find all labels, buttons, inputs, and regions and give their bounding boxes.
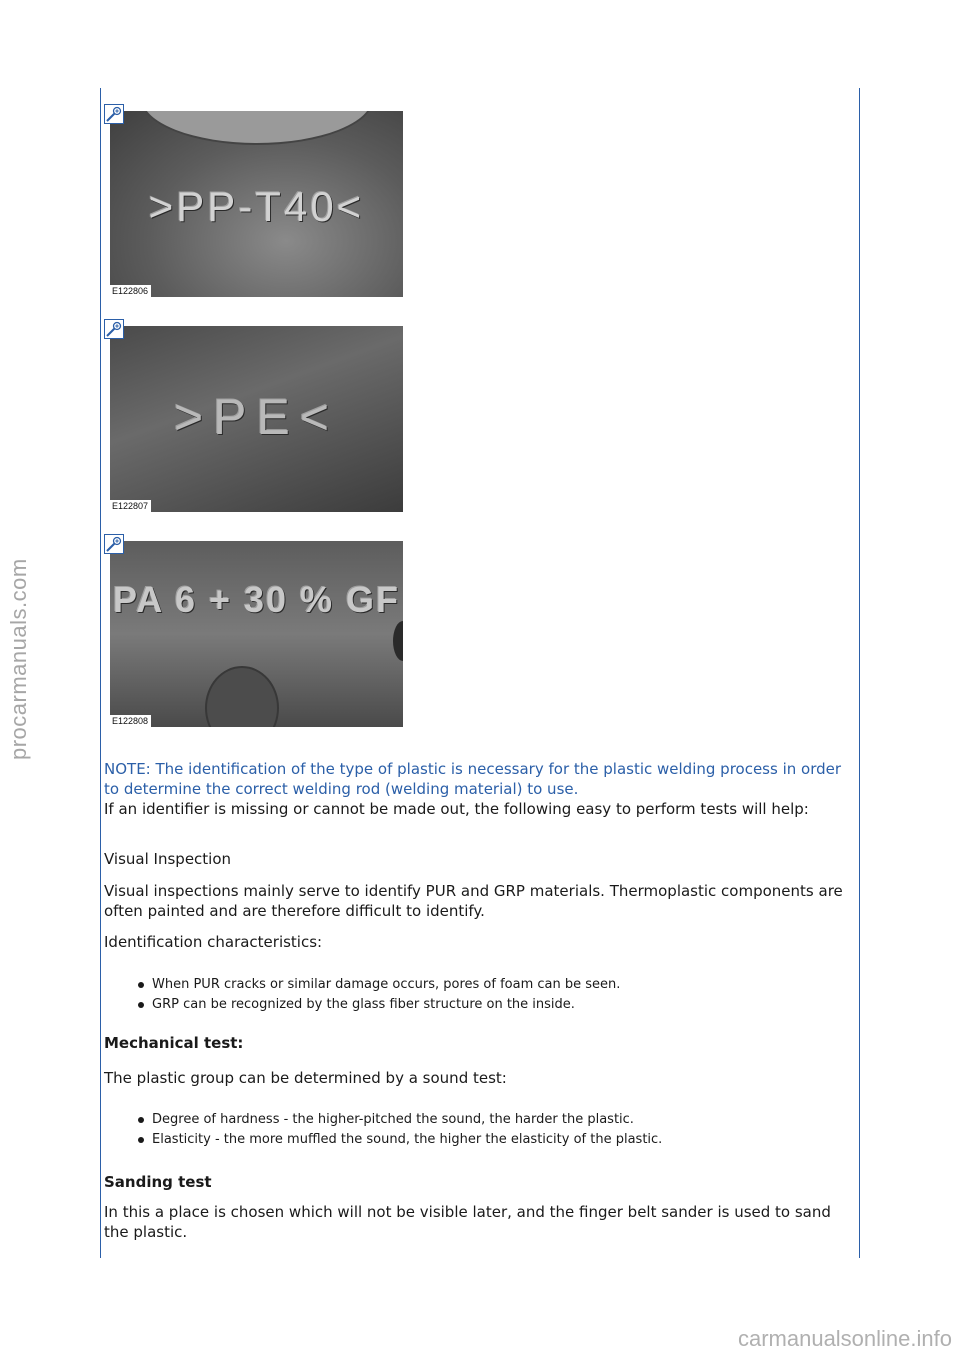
zoom-icon[interactable]	[104, 534, 124, 554]
figure-pa6-gf-marking	[110, 541, 403, 727]
figure-stamp-text: PA 6 + 30 % GF	[112, 579, 401, 620]
watermark-procarmanuals: procarmanuals.com	[6, 558, 31, 760]
molded-boss	[140, 111, 374, 145]
identification-characteristics-heading: Identification characteristics:	[104, 933, 323, 951]
edge-feature	[393, 621, 403, 661]
figure-stamp-text: >PE<	[173, 389, 340, 445]
visual-inspection-description: Visual inspections mainly serve to identify PUR and GRP materials. Thermoplastic components are often painted and are therefore difficult to identify.	[104, 882, 843, 920]
list-item: When PUR cracks or similar damage occurs, pores of foam can be seen.	[132, 975, 852, 995]
molded-boss	[205, 666, 279, 727]
sanding-test-heading: Sanding test	[104, 1173, 212, 1191]
list-item: Degree of hardness - the higher-pitched the sound, the harder the plastic.	[132, 1110, 852, 1130]
visual-inspection-heading: Visual Inspection	[104, 850, 232, 868]
list-item: GRP can be recognized by the glass fiber structure on the inside.	[132, 995, 852, 1015]
sound-test-list	[132, 1110, 852, 1150]
figure-label: E122806	[110, 285, 151, 297]
zoom-icon[interactable]	[104, 104, 124, 124]
mechanical-test-heading: Mechanical test:	[104, 1034, 244, 1052]
intro-paragraph: If an identifier is missing or cannot be made out, the following easy to perform tests will help:	[104, 800, 809, 818]
figure-pp-t40-marking	[110, 111, 403, 297]
list-item: Elasticity - the more muffled the sound, the higher the elasticity of the plastic.	[132, 1130, 852, 1150]
figure-stamp-text: >PP-T40<	[148, 183, 365, 230]
figure-label: E122808	[110, 715, 151, 727]
figure-pe-marking	[110, 326, 403, 512]
identification-list	[132, 975, 852, 1015]
left-margin-rule	[100, 88, 101, 1258]
mechanical-test-description: The plastic group can be determined by a sound test:	[104, 1069, 507, 1087]
figure-label: E122807	[110, 500, 151, 512]
note-paragraph: NOTE: The identification of the type of plastic is necessary for the plastic welding process in order to determine the correct welding rod (welding material) to use.	[104, 760, 842, 798]
right-margin-rule	[859, 88, 860, 1258]
watermark-carmanualsonline: carmanualsonline.info	[737, 1326, 952, 1351]
sanding-test-description: In this a place is chosen which will not be visible later, and the finger belt sander is used to sand the plastic.	[104, 1203, 831, 1241]
zoom-icon[interactable]	[104, 319, 124, 339]
